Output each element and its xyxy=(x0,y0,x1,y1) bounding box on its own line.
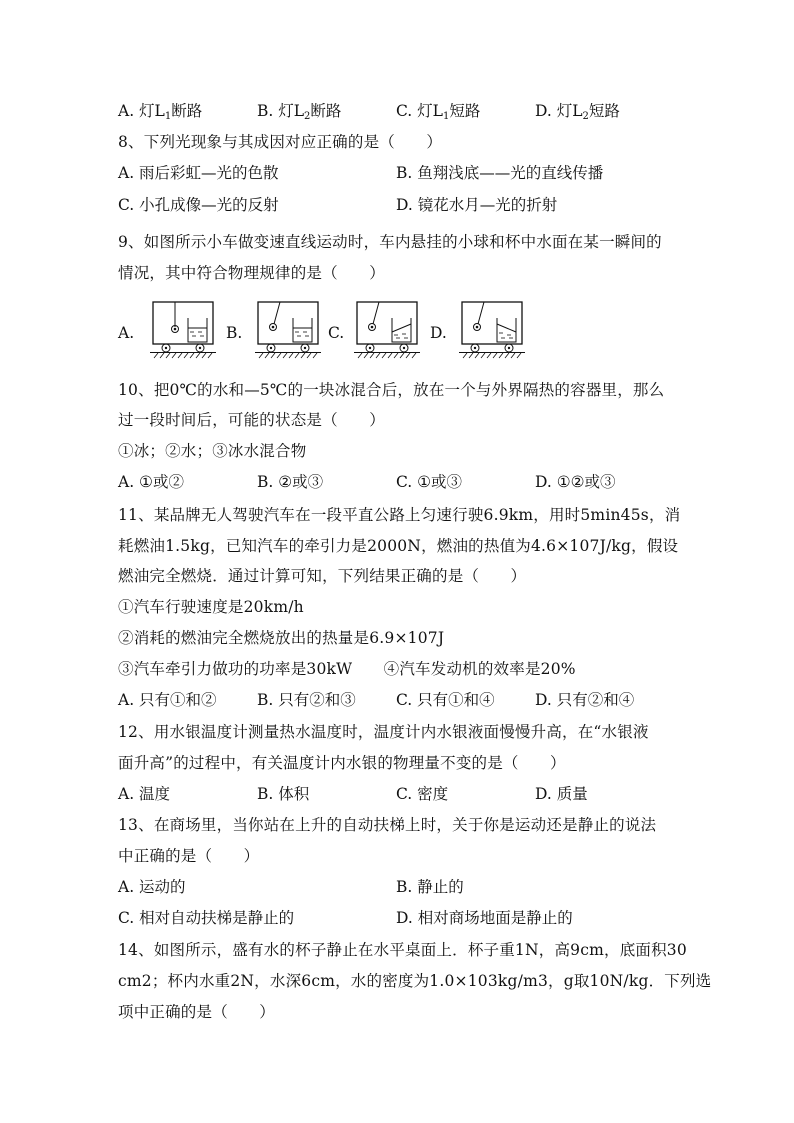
q10-option-b: B. ②或③ xyxy=(257,473,324,491)
q11-stem-line2: 耗燃油1.5kg，已知汽车的牵引力是2000N，燃油的热值为4.6×107J/kg，假设 xyxy=(118,537,679,555)
q12-stem-line2: 面升高”的过程中，有关温度计内水银的物理量不变的是（ ） xyxy=(118,754,566,772)
q8-option-b: B. 鱼翔浅底——光的直线传播 xyxy=(396,164,604,182)
q11-statement-3-4: ③汽车牵引力做功的功率是30kW ④汽车发动机的效率是20% xyxy=(118,660,576,678)
q14-stem-line2: cm2；杯内水重2N，水深6cm，水的密度为1.0×103kg/m3，g取10N/kg．下列选 xyxy=(118,972,712,990)
q8-option-d: D. 镜花水月—光的折射 xyxy=(396,196,558,214)
q10-option-c: C. ①或③ xyxy=(396,473,463,491)
q9-stem-line1: 9、如图所示小车做变速直线运动时，车内悬挂的小球和杯中水面在某一瞬间的 xyxy=(118,233,662,251)
q9-stem-line2: 情况，其中符合物理规律的是（ ） xyxy=(118,264,385,282)
q7-option-d: D. 灯$L_2$短路 xyxy=(535,102,620,122)
q11-statement-1: ①汽车行驶速度是20km/h xyxy=(118,598,304,616)
q8-option-c: C. 小孔成像—光的反射 xyxy=(118,196,279,214)
q12-option-d: D. 质量 xyxy=(535,785,588,803)
q8-option-a: A. 雨后彩虹—光的色散 xyxy=(118,164,279,182)
q14-stem-line1: 14、如图所示，盛有水的杯子静止在水平桌面上．杯子重1N，高9cm，底面积30 xyxy=(118,941,687,959)
q13-option-d: D. 相对商场地面是静止的 xyxy=(396,909,573,927)
q9-figure-row xyxy=(118,300,678,360)
q9-label-a: A. xyxy=(118,324,135,342)
q11-option-a: A. 只有①和② xyxy=(118,691,217,709)
cart-diagram-b xyxy=(255,300,321,360)
q10-states: ①冰；②水；③冰水混合物 xyxy=(118,442,307,460)
q12-option-c: C. 密度 xyxy=(396,785,449,803)
q11-stem-line1: 11、某品牌无人驾驶汽车在一段平直公路上匀速行驶6.9km，用时5min45s，消 xyxy=(118,506,681,524)
q9-label-d: D. xyxy=(430,324,447,342)
q13-stem-line2: 中正确的是（ ） xyxy=(118,847,260,865)
cart-diagram-c xyxy=(354,300,420,360)
q12-option-a: A. 温度 xyxy=(118,785,171,803)
q7-option-a: A. 灯$L_1$断路 xyxy=(118,102,203,122)
q11-option-b: B. 只有②和③ xyxy=(257,691,356,709)
q7-option-c: C. 灯$L_1$短路 xyxy=(396,102,481,122)
q12-option-b: B. 体积 xyxy=(257,785,310,803)
cart-diagram-d xyxy=(459,300,525,360)
q11-option-c: C. 只有①和④ xyxy=(396,691,495,709)
q14-stem-line3: 项中正确的是（ ） xyxy=(118,1003,276,1021)
q13-option-a: A. 运动的 xyxy=(118,878,186,896)
q9-label-b: B. xyxy=(226,324,243,342)
q10-stem-line2: 过一段时间后，可能的状态是（ ） xyxy=(118,411,385,429)
q11-stem-line3: 燃油完全燃烧．通过计算可知，下列结果正确的是（ ） xyxy=(118,567,527,585)
q11-statement-2: ②消耗的燃油完全燃烧放出的热量是6.9×107J xyxy=(118,629,445,647)
q10-option-a: A. ①或② xyxy=(118,473,184,491)
q10-stem-line1: 10、把0℃的水和—5℃的一块冰混合后，放在一个与外界隔热的容器里，那么 xyxy=(118,381,665,399)
q13-stem-line1: 13、在商场里，当你站在上升的自动扶梯上时，关于你是运动还是静止的说法 xyxy=(118,816,657,834)
q7-option-b: B. 灯$L_2$断路 xyxy=(257,102,342,122)
cart-diagram-a xyxy=(150,300,216,360)
q8-stem: 8、下列光现象与其成因对应正确的是（ ） xyxy=(118,133,443,151)
q10-option-d: D. ①②或③ xyxy=(535,473,616,491)
q13-option-c: C. 相对自动扶梯是静止的 xyxy=(118,909,295,927)
q11-option-d: D. 只有②和④ xyxy=(535,691,635,709)
q9-label-c: C. xyxy=(328,324,345,342)
q13-option-b: B. 静止的 xyxy=(396,878,464,896)
q12-stem-line1: 12、用水银温度计测量热水温度时，温度计内水银液面慢慢升高，在“水银液 xyxy=(118,723,649,741)
